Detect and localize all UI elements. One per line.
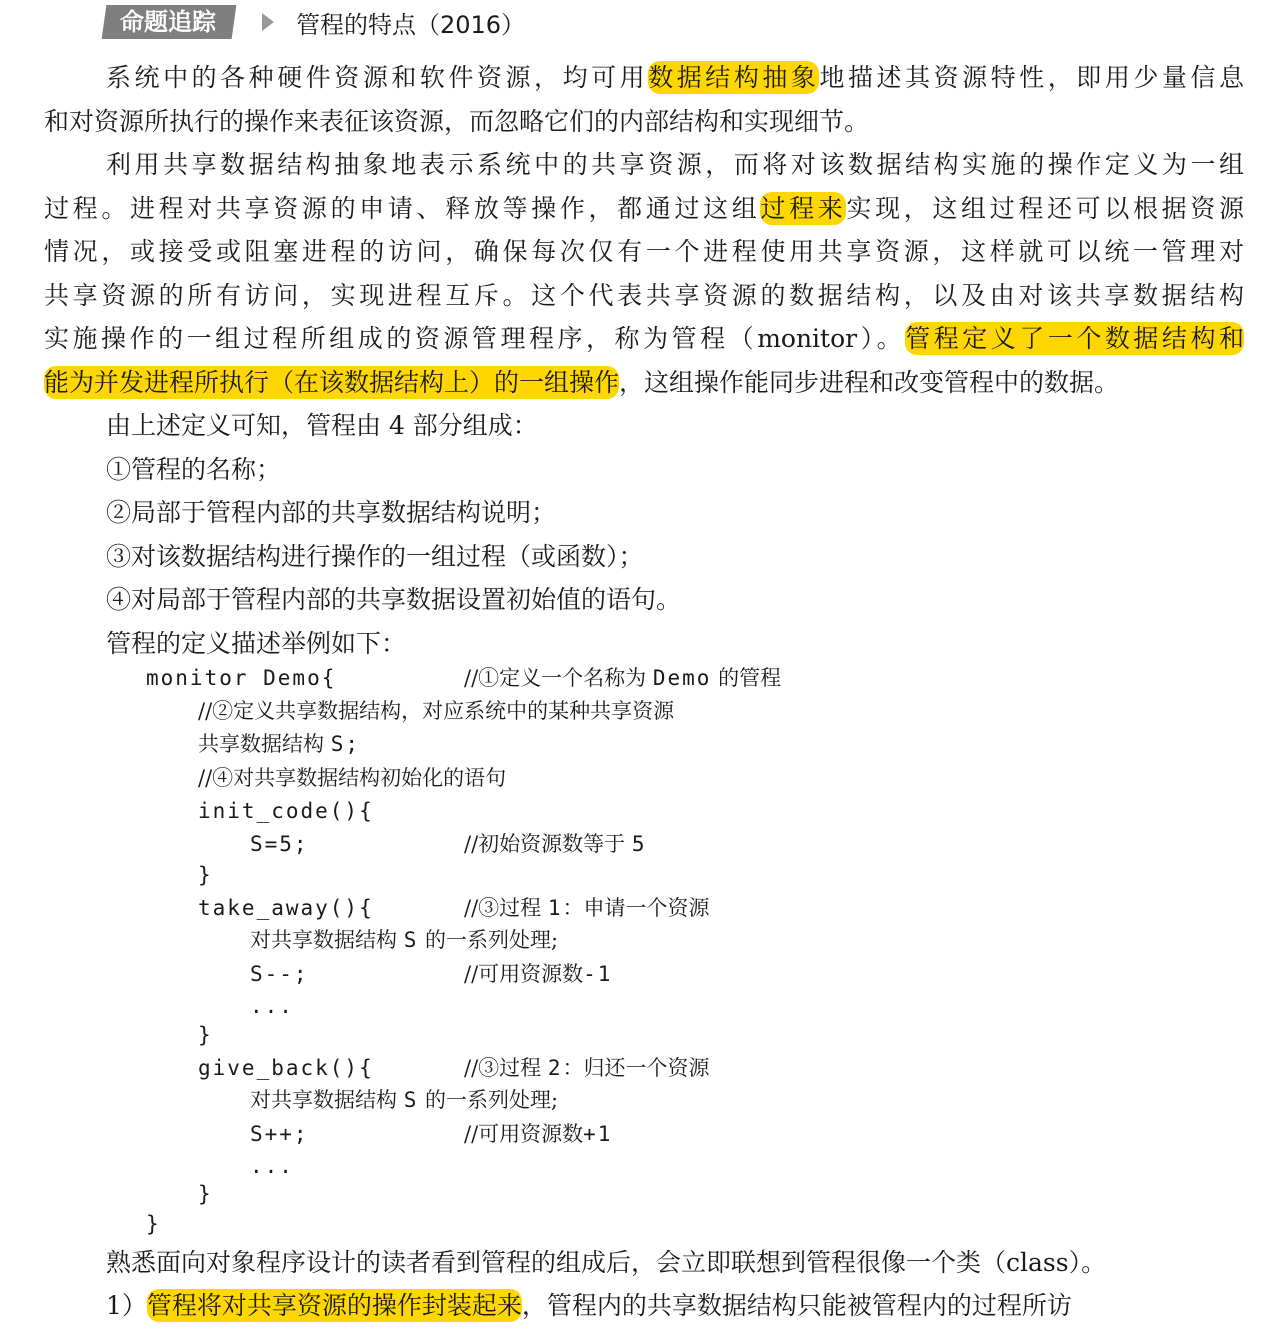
play-arrow-icon bbox=[262, 13, 274, 31]
text: //③过程 bbox=[464, 1056, 548, 1080]
code-line bbox=[250, 1084, 558, 1116]
code-comment bbox=[464, 958, 612, 990]
composition-list bbox=[106, 404, 681, 666]
text: 1） bbox=[106, 1291, 147, 1320]
code-line: ... bbox=[250, 994, 294, 1018]
paragraph-line bbox=[44, 56, 1244, 100]
code-line bbox=[146, 662, 336, 694]
code-comment: //④对共享数据结构初始化的语句 bbox=[198, 766, 507, 790]
highlight: 能为并发进程所执行（在该数据结构上）的一组操作 bbox=[44, 367, 620, 397]
topic-tag-label: 命题追踪 bbox=[120, 8, 216, 36]
code-comment bbox=[464, 1118, 612, 1150]
text: 地描述其资源特性，即用少量信息 bbox=[819, 63, 1244, 92]
text: 系统中的各种硬件资源和软件资源，均可用 bbox=[106, 63, 649, 92]
composition-intro: 由上述定义可知，管程由 4 部分组成： bbox=[106, 411, 538, 440]
highlight: 管程定义了一个数据结构和 bbox=[905, 324, 1244, 354]
code-line: S=5; bbox=[250, 832, 309, 856]
code-line bbox=[198, 728, 360, 760]
text: S bbox=[403, 1088, 419, 1112]
paragraph-line: 情况，或接受或阻塞进程的访问，确保每次仅有一个进程使用共享资源，这样就可以统一管理对 bbox=[44, 237, 1244, 267]
paragraph-line bbox=[44, 317, 1244, 361]
text: 的一系列处理; bbox=[418, 928, 559, 952]
code-line: ... bbox=[250, 1154, 294, 1178]
code-line: S++; bbox=[250, 1122, 309, 1146]
text: -1 bbox=[583, 962, 613, 986]
text: 对共享数据结构 bbox=[250, 928, 404, 952]
code-comment: //②定义共享数据结构，对应系统中的某种共享资源 bbox=[198, 699, 675, 723]
code-line: S--; bbox=[250, 962, 309, 986]
list-item: ④对局部于管程内部的共享数据设置初始值的语句。 bbox=[106, 585, 682, 615]
text: 5 bbox=[631, 832, 647, 856]
text: ，这组操作能同步进程和改变管程中的数据。 bbox=[619, 367, 1120, 397]
code-line bbox=[250, 924, 558, 956]
code-comment bbox=[464, 1052, 709, 1084]
code-comment bbox=[464, 662, 781, 694]
paragraph-line: 和对资源所执行的操作来表征该资源，而忽略它们的内部结构和实现细节。 bbox=[44, 106, 870, 136]
text: Demo bbox=[652, 666, 712, 690]
highlight: 数据结构抽象 bbox=[648, 63, 820, 92]
text: //初始资源数等于 bbox=[464, 832, 632, 856]
text: 实施操作的一组过程所组成的资源管理程序，称为管程（monitor）。 bbox=[44, 324, 906, 354]
paragraph-line: 共享资源的所有访问，实现进程互斥。这个代表共享资源的数据结构，以及由对该共享数据结构 bbox=[44, 280, 1244, 310]
code-line: take_away(){ bbox=[198, 896, 374, 920]
text: 共享数据结构 bbox=[198, 732, 331, 756]
code-comment bbox=[464, 892, 709, 924]
section-header bbox=[104, 4, 525, 40]
text: S; bbox=[330, 732, 360, 756]
text: 过程。进程对共享资源的申请、释放等操作，都通过这组 bbox=[44, 193, 761, 223]
text: //③过程 bbox=[464, 896, 548, 920]
topic-title: 管程的特点（2016） bbox=[296, 10, 526, 39]
code-line: } bbox=[146, 1212, 161, 1236]
text: //可用资源数 bbox=[464, 962, 584, 986]
code-comment bbox=[464, 828, 646, 860]
code-line: init_code(){ bbox=[198, 799, 374, 823]
code-line: } bbox=[198, 1023, 213, 1047]
list-item: ③对该数据结构进行操作的一组过程（或函数）； bbox=[106, 541, 644, 571]
code-text: monitor Demo{ bbox=[146, 666, 337, 690]
code-line: give_back(){ bbox=[198, 1056, 374, 1080]
paragraph-2 bbox=[44, 143, 1244, 405]
text: 的管程 bbox=[711, 666, 782, 690]
closing-line-2 bbox=[106, 1284, 1072, 1328]
text: 实现，这组过程还可以根据资源 bbox=[846, 193, 1244, 223]
text: 对共享数据结构 bbox=[250, 1088, 404, 1112]
example-intro: 管程的定义描述举例如下： bbox=[106, 628, 407, 658]
paragraph-1 bbox=[44, 56, 1244, 143]
paragraph-line bbox=[44, 187, 1244, 231]
text: //①定义一个名称为 bbox=[464, 666, 653, 690]
text: ，管程内的共享数据结构只能被管程内的过程所访 bbox=[521, 1291, 1072, 1320]
text: 1 bbox=[547, 896, 563, 920]
paragraph-line: 利用共享数据结构抽象地表示系统中的共享资源，而将对该数据结构实施的操作定义为一组 bbox=[106, 150, 1244, 179]
highlight: 管程将对共享资源的操作封装起来 bbox=[146, 1291, 522, 1320]
code-line: } bbox=[198, 1182, 213, 1206]
closing-line-1: 熟悉面向对象程序设计的读者看到管程的组成后，会立即联想到管程很像一个类（class）。 bbox=[106, 1248, 1107, 1277]
list-item: ①管程的名称； bbox=[106, 454, 282, 484]
text: 的一系列处理; bbox=[418, 1088, 559, 1112]
highlight: 过程来 bbox=[760, 193, 847, 223]
text: ：归还一个资源 bbox=[562, 1056, 710, 1080]
list-item: ②局部于管程内部的共享数据结构说明； bbox=[106, 498, 557, 528]
text: 2 bbox=[547, 1056, 563, 1080]
paragraph-line bbox=[44, 361, 1244, 405]
topic-tag bbox=[102, 5, 237, 39]
text: S bbox=[403, 928, 419, 952]
code-line: } bbox=[198, 863, 213, 887]
text: //可用资源数 bbox=[464, 1122, 584, 1146]
text: ：申请一个资源 bbox=[562, 896, 710, 920]
text: +1 bbox=[583, 1122, 613, 1146]
